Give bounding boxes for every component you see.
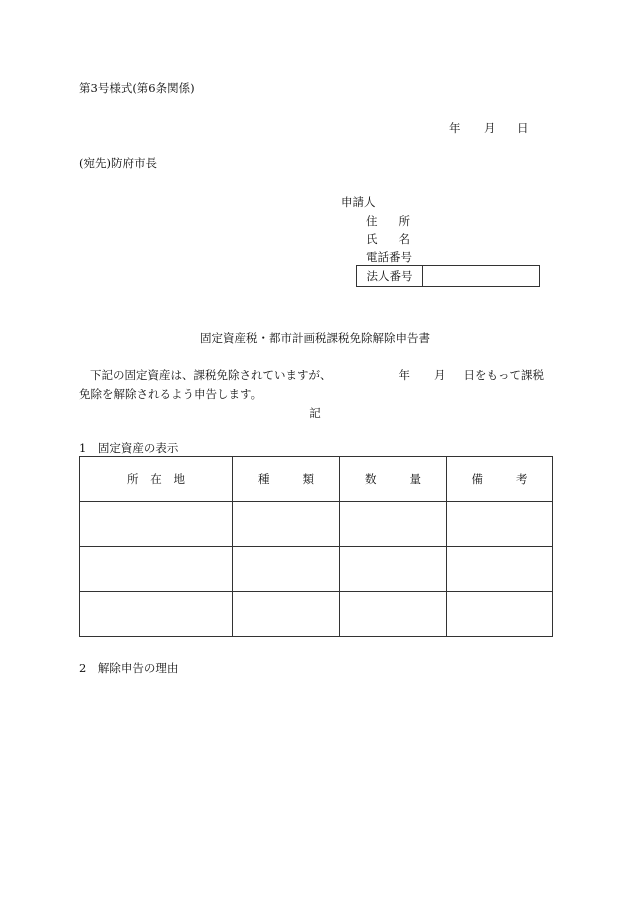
applicant-phone-text: 電話番号 [366,250,412,264]
applicant-label: 申請人 [341,195,376,209]
header-quantity-char2: 量 [409,472,421,486]
header-remarks-char1: 備 [471,472,483,486]
corp-number-label: 法人番号 [357,266,423,286]
table-cell-location[interactable] [80,592,233,637]
table-cell-type[interactable] [233,547,340,592]
applicant-address-label [366,213,410,229]
date-month-label: 月 [484,121,496,135]
section-2-heading: 2 解除申告の理由 [79,661,179,675]
header-type-char1: 種 [258,472,270,486]
table-row [80,592,553,637]
body-line-1 [79,367,544,383]
body-text-1b: 日をもって課税 [463,368,544,382]
section-1-heading: 1 固定資産の表示 [79,441,179,455]
asset-table-header-row [80,457,553,502]
applicant-address-char2: 所 [398,214,410,228]
body-text-1a: 下記の固定資産は、課税免除されていますが、 [90,368,332,382]
header-location-char2: 在 [150,472,162,486]
header-location-char3: 地 [173,472,185,486]
table-cell-remarks[interactable] [447,547,553,592]
applicant-name-label [366,231,410,247]
corp-number-box [356,265,540,287]
table-cell-type[interactable] [233,592,340,637]
addressee: (宛先)防府市長 [79,156,157,170]
table-row [80,502,553,547]
body-year-label: 年 [398,368,410,382]
asset-table [79,456,553,637]
applicant-name-char1: 氏 [366,232,378,246]
header-location-char1: 所 [127,472,139,486]
table-cell-type[interactable] [233,502,340,547]
table-cell-quantity[interactable] [340,547,447,592]
header-remarks-char2: 考 [516,472,528,486]
applicant-address-char1: 住 [366,214,378,228]
table-cell-location[interactable] [80,547,233,592]
header-quantity-char1: 数 [365,472,377,486]
table-cell-remarks[interactable] [447,592,553,637]
date-year-label: 年 [449,121,461,135]
table-cell-location[interactable] [80,502,233,547]
table-row [80,547,553,592]
table-cell-quantity[interactable] [340,502,447,547]
ki-heading: 記 [309,406,321,420]
date-day-label: 日 [517,121,529,135]
form-number: 第3号様式(第6条関係) [79,81,195,95]
header-type-char2: 類 [302,472,314,486]
table-cell-remarks[interactable] [447,502,553,547]
header-type [233,457,340,502]
header-quantity [340,457,447,502]
corp-number-field[interactable] [423,266,539,286]
table-cell-quantity[interactable] [340,592,447,637]
applicant-name-char2: 名 [398,232,410,246]
document-title: 固定資産税・都市計画税課税免除解除申告書 [200,331,430,345]
header-location [80,457,233,502]
body-line-2: 免除を解除されるよう申告します。 [79,387,263,401]
header-remarks [447,457,553,502]
body-month-label: 月 [434,368,446,382]
applicant-phone-label [366,249,410,265]
